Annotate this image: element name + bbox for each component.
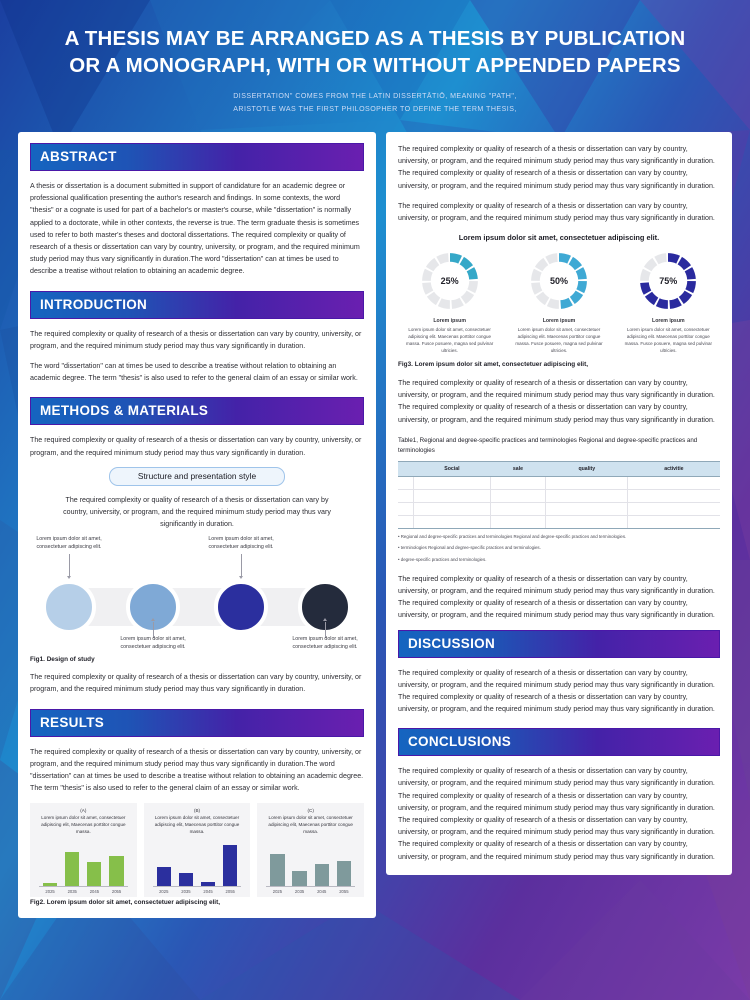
x-tick-label: 2045 <box>203 888 213 894</box>
bar-2045 <box>201 882 215 886</box>
bar-chart-x-axis <box>39 889 128 894</box>
table-footnote: • degree-specific practices and terminologies. <box>398 557 487 563</box>
donut-chart-50 <box>507 250 610 355</box>
bar-chart-x-axis <box>153 889 242 894</box>
bar-2025 <box>43 883 57 886</box>
conclusions-body: The required complexity or quality of research of a thesis or dissertation can vary by country, university, or program, and the required minimum study period may thus vary significantly in duration. The required complexity or quality of research of a thesis or dissertation can vary by country, university, or program, and the required minimum study period may thus vary significantly in duration. The required complexity or quality of research of a thesis or dissertation can vary by country, university, or program, and the required minimum study period may thus vary significantly in duration. The required complexity or quality of research of a thesis or dissertation can vary by country, university, or program, and the required minimum study period may thus vary significantly in duration. <box>398 767 715 861</box>
table-cell <box>628 502 720 515</box>
x-tick-label: 2025 <box>45 888 55 894</box>
bar-chart-title: (A) <box>80 808 87 814</box>
subtitle-line-2: ARISTOTLE WAS THE FIRST PHILOSOPHER TO DEFINE THE TERM THESIS, <box>233 104 517 113</box>
table-cell <box>414 502 490 515</box>
introduction-paragraph-1: The required complexity or quality of research of a thesis or dissertation can vary by country, university, or program, and the required minimum study period may thus vary significantly in duration. <box>30 329 362 350</box>
table-cell <box>414 489 490 502</box>
table-cell <box>398 476 414 489</box>
bar-2055 <box>223 845 237 886</box>
bar-chart-caption <box>261 808 360 836</box>
table-cell <box>546 476 628 489</box>
table-cell <box>490 489 546 502</box>
bar-2055 <box>337 861 351 886</box>
fig1-caption: Fig1. Design of study <box>30 656 95 664</box>
right-mid-paragraph: The required complexity or quality of research of a thesis or dissertation can vary by country, university, or program, and the required minimum study period may thus vary significantly in duration. The required complexity or quality of research of a thesis or dissertation can vary by country, university, or program, and the required minimum study period may thus vary significantly in duration. <box>398 379 715 424</box>
bar-chart-plot <box>39 843 128 887</box>
bar-2035 <box>65 852 79 886</box>
donut-heading: Lorem ipsum <box>652 318 685 325</box>
table-cell <box>546 489 628 502</box>
x-tick-label: 2055 <box>111 888 122 894</box>
bar-chart-a <box>30 803 137 897</box>
section-methods-materials <box>30 397 364 695</box>
table-cell <box>490 476 546 489</box>
page-title: A THESIS MAY BE ARRANGED AS A THESIS BY PUBLICATION OR A MONOGRAPH, WITH OR WITHOUT APPENDED PAPERS <box>64 27 686 77</box>
methods-paragraph-1: The required complexity or quality of research of a thesis or dissertation can vary by country, university, or program, and the required minimum study period may thus vary significantly in duration. <box>30 436 362 457</box>
table1-footnotes <box>398 533 720 564</box>
donut-graphic <box>528 250 590 312</box>
x-tick-label: 2035 <box>67 888 77 894</box>
flow-connector-1 <box>69 554 70 576</box>
section-discussion <box>398 630 720 716</box>
design-of-study-diagram <box>30 536 364 654</box>
table-column-header: quality <box>546 461 628 476</box>
donut-graphic <box>637 250 699 312</box>
bar-2025 <box>270 854 284 886</box>
results-paragraph-1: The required complexity or quality of research of a thesis or dissertation can vary by country, university, or program, and the required minimum study period may thus vary significantly in duration.The word "dissertation" can at times be used to describe a treatise without relation to obtaining an academic degree. The term "thesis" is also used to refer to the general claim of an essay or similar work. <box>30 747 364 793</box>
table-cell <box>398 489 414 502</box>
donut-body-text: Lorem ipsum dolor sit amet, consectetuer adipiscing elit. Maecenas porttitor congue massa. Fusce posuere, magna sed pulvinar ultricies. <box>406 327 494 354</box>
flow-connector-3 <box>241 554 242 576</box>
section-heading-discussion: DISCUSSION <box>398 630 720 658</box>
donut-group-title: Lorem ipsum dolor sit amet, consectetuer adipiscing elit. <box>458 233 660 243</box>
fig3-caption: Fig3. Lorem ipsum dolor sit amet, consectetuer adipiscing elit, <box>398 361 588 369</box>
bar-2025 <box>157 867 171 886</box>
bar-chart-plot <box>266 843 355 887</box>
x-tick-label: 2045 <box>89 888 100 894</box>
right-after-table-paragraph: The required complexity or quality of research of a thesis or dissertation can vary by country, university, or program, and the required minimum study period may thus vary significantly in duration. The required complexity or quality of research of a thesis or dissertation can vary by country, university, or program, and the required minimum study period may thus vary significantly in duration. <box>398 574 715 620</box>
flow-node-3 <box>214 580 268 634</box>
bar-chart-x-axis <box>266 889 355 894</box>
section-abstract <box>30 143 364 278</box>
donut-heading: Lorem ipsum <box>433 318 466 325</box>
table-row <box>398 476 720 489</box>
bar-2055 <box>109 856 123 886</box>
bar-2035 <box>292 871 306 886</box>
table-cell <box>398 502 414 515</box>
donut-chart-75 <box>617 250 720 355</box>
table-cell <box>628 489 720 502</box>
left-column <box>18 132 376 918</box>
poster-columns <box>0 115 750 918</box>
bar-2045 <box>315 864 329 886</box>
bar-chart-title: (B) <box>193 808 201 814</box>
x-tick-label: 2025 <box>272 888 283 894</box>
flow-arrow-4 <box>323 618 327 621</box>
table-body <box>398 476 720 528</box>
flow-arrow-2 <box>151 618 155 621</box>
table-cell <box>490 515 546 528</box>
donut-heading: Lorem ipsum <box>542 318 576 325</box>
table-cell <box>546 515 628 528</box>
bar-chart-plot <box>153 843 242 887</box>
flow-node-label-2: Lorem ipsum dolor sit amet, consectetuer adipiscing elit. <box>120 636 186 651</box>
table-cell <box>628 515 720 528</box>
bar-chart-caption <box>148 808 247 836</box>
flow-node-label-4: Lorem ipsum dolor sit amet, consectetuer adipiscing elit. <box>292 636 358 651</box>
table-column-header: sale <box>490 461 546 476</box>
table-header-row <box>398 461 720 476</box>
abstract-body: A thesis or dissertation is a document submitted in support of candidature for an academic degree or professional qualification presenting the author's research and findings. In some contexts, the word "thesis" or a cognate is used for part of a bachelor's or master's course, while "dissertation" is normally applied to a doctorate, while in other contexts, the reverse is true. The term graduate thesis is sometimes used to refer to both master's theses and doctoral dissertations. The required complexity or quality of research of a thesis or dissertation can vary by country, university, or program, and the required minimum study period may thus vary significantly in duration.The word "dissertation" can at times be used to describe a treatise without relation to obtaining an academic degree. <box>30 182 360 276</box>
bar-2045 <box>87 862 101 886</box>
section-heading-conclusions: CONCLUSIONS <box>398 728 720 756</box>
table-row <box>398 502 720 515</box>
introduction-paragraph-2: The word "dissertation" can at times be used to describe a treatise without relation to obtaining an academic degree. The term "thesis" is also used to refer to the general claim of an essay or similar work. <box>30 361 358 383</box>
donut-chart-25 <box>398 250 501 355</box>
bar-chart-caption <box>34 808 133 836</box>
bar-series <box>153 843 242 886</box>
bar-chart-b <box>144 803 251 897</box>
bar-2035 <box>179 873 193 886</box>
x-tick-label: 2055 <box>339 888 349 894</box>
donut-value-label: 75% <box>659 276 678 287</box>
section-heading-methods: METHODS & MATERIALS <box>30 397 364 425</box>
table1-caption: Table1, Regional and degree-specific practices and terminologies Regional and degree-specific practices and terminologies <box>398 436 698 454</box>
table-footnote: • terminologies Regional and degree-specific practices and terminologies. <box>398 545 541 551</box>
section-results <box>30 709 364 906</box>
table-row <box>398 515 720 528</box>
flow-arrow-1 <box>67 576 71 579</box>
table-column-header: activitie <box>628 461 720 476</box>
discussion-body: The required complexity or quality of research of a thesis or dissertation can vary by country, university, or program, and the required minimum study period may thus vary significantly in duration. The required complexity or quality of research of a thesis or dissertation can vary by country, university, or program, and the required minimum study period may thus vary significantly in duration. <box>398 668 715 714</box>
table-cell <box>414 476 490 489</box>
section-introduction <box>30 291 364 385</box>
flow-node-label-3: Lorem ipsum dolor sit amet, consectetuer adipiscing elit. <box>208 536 274 551</box>
section-heading-results: RESULTS <box>30 709 364 737</box>
bar-chart-subtitle: Lorem ipsum dolor sit amet, consectetuer adipiscing elit, Maecenas porttitor congue massa. <box>268 815 353 835</box>
table-column-header <box>398 461 414 476</box>
donut-graphic <box>419 250 481 312</box>
donut-value-label: 50% <box>549 276 568 287</box>
bar-chart-subtitle: Lorem ipsum dolor sit amet, consectetuer adipiscing elit, Maecenas porttitor congue massa. <box>154 815 240 835</box>
table1 <box>398 461 720 529</box>
donut-body-text: Lorem ipsum dolor sit amet, consectetuer adipiscing elit. Maecenas porttitor congue massa. Fusce posuere, magna sed pulvinar ultricies. <box>515 327 603 354</box>
x-tick-label: 2055 <box>225 888 235 894</box>
fig2-caption: Fig2. Lorem ipsum dolor sit amet, consectetuer adipiscing elit, <box>30 898 220 906</box>
table-cell <box>414 515 490 528</box>
methods-paragraph-2: The required complexity or quality of research of a thesis or dissertation can vary by country, university, or program, and the required minimum study period may thus vary significantly in duration. <box>30 673 362 694</box>
donut-body-text: Lorem ipsum dolor sit amet, consectetuer adipiscing elit. Maecenas porttitor congue massa. Fusce posuere, magna sed pulvinar ultricies. <box>624 327 712 354</box>
bar-series <box>266 843 355 886</box>
structure-style-pill: Structure and presentation style <box>109 467 285 486</box>
donut-chart-group <box>398 250 720 355</box>
right-intro-paragraph-2: The required complexity or quality of research of a thesis or dissertation can vary by country, university, or program, and the required minimum study period may thus vary significantly in duration. <box>398 201 715 223</box>
table-cell <box>546 502 628 515</box>
table-column-header: Social <box>414 461 490 476</box>
table-cell <box>490 502 546 515</box>
x-tick-label: 2035 <box>294 888 305 894</box>
donut-value-label: 25% <box>440 276 459 287</box>
fig1-intro-text: The required complexity or quality of research of a thesis or dissertation can vary by country, university, or program, and the required minimum study period may thus vary significantly in duration. <box>63 495 331 529</box>
right-intro-paragraph-1: The required complexity or quality of research of a thesis or dissertation can vary by country, university, or program, and the required minimum study period may thus vary significantly in duration. The required complexity or quality of research of a thesis or dissertation can vary by country, university, or program, and the required minimum study period may thus vary significantly in duration. <box>398 145 715 190</box>
bar-chart-title: (C) <box>307 808 314 814</box>
poster-subtitle <box>60 90 690 115</box>
section-conclusions <box>398 728 720 863</box>
table-cell <box>398 515 414 528</box>
section-heading-abstract: ABSTRACT <box>30 143 364 171</box>
x-tick-label: 2025 <box>159 888 169 894</box>
x-tick-label: 2045 <box>317 888 327 894</box>
table-cell <box>628 476 720 489</box>
poster-header <box>0 0 750 115</box>
table-row <box>398 489 720 502</box>
x-tick-label: 2035 <box>181 888 191 894</box>
right-column <box>386 132 732 875</box>
bar-chart-c <box>257 803 364 897</box>
bar-chart-subtitle: Lorem ipsum dolor sit amet, consectetuer adipiscing elit, Maecenas porttitor congue massa. <box>41 815 126 835</box>
table-footnote: • Regional and degree-specific practices and terminologies Regional and degree-specific practices and terminologies. <box>398 533 627 539</box>
subtitle-line-1: DISSERTATION" COMES FROM THE LATIN DISSERTĀTIŌ, MEANING "PATH", <box>233 92 517 101</box>
bar-series <box>39 843 128 886</box>
flow-node-1 <box>42 580 96 634</box>
flow-arrow-3 <box>239 576 243 579</box>
results-bar-charts <box>30 803 364 897</box>
section-heading-introduction: INTRODUCTION <box>30 291 364 319</box>
flow-node-label-1: Lorem ipsum dolor sit amet, consectetuer adipiscing elit. <box>36 536 102 551</box>
